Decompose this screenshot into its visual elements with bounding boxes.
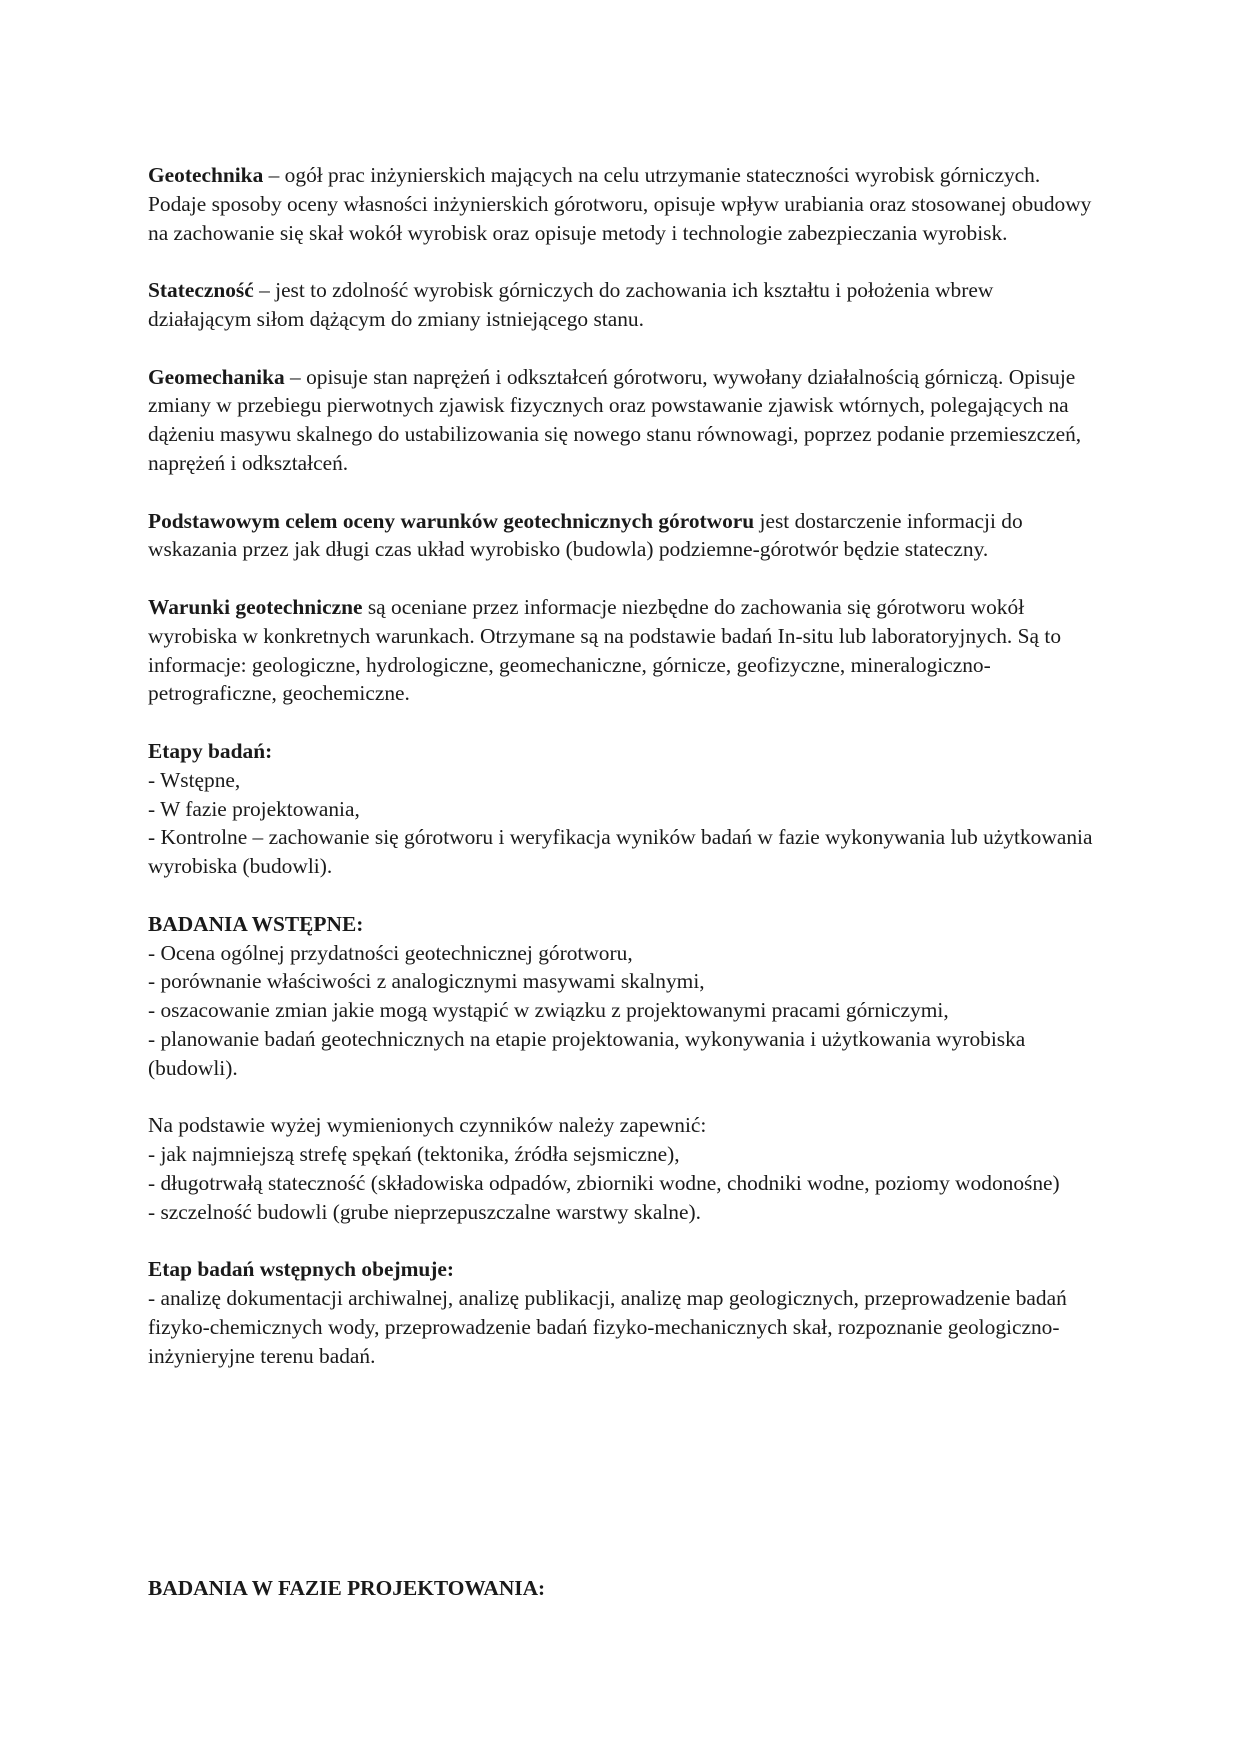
list-item: - analizę dokumentacji archiwalnej, analizę publikacji, analizę map geologicznych, przeprowadzenie badań fizyko-chemicznych wody, przeprowadzenie badań fizyko-mechanicznych skał, rozpoznanie geologiczno-inżynieryjne terenu badań. — [148, 1286, 1067, 1368]
list-item: - Kontrolne – zachowanie się górotworu i weryfikacja wyników badań w fazie wykonywania lub użytkowania wyrobiska (budowli). — [148, 825, 1093, 879]
list-item: - długotrwałą stateczność (składowiska odpadów, zbiorniki wodne, chodniki wodne, poziomy wodonośne) — [148, 1170, 1060, 1195]
list-item: - planowanie badań geotechnicznych na etapie projektowania, wykonywania i użytkowania wyrobiska (budowli). — [148, 1026, 1026, 1080]
document-body — [148, 161, 1098, 1399]
list-item: - Ocena ogólnej przydatności geotechnicznej górotworu, — [148, 940, 633, 965]
badania-wstepne-section — [148, 910, 1098, 1083]
list-item: - porównanie właściwości z analogicznymi masywami skalnymi, — [148, 969, 705, 994]
definition-paragraph-geomechanika — [148, 363, 1098, 478]
definition-paragraph-statecznosc — [148, 276, 1098, 334]
section-intro: Na podstawie wyżej wymienionych czynników należy zapewnić: — [148, 1113, 707, 1138]
definition-text: jest dostarczenie informacji do wskazania przez jak długi czas układ wyrobisko (budowla) podziemne-górotwór będzie stateczny. — [148, 508, 1023, 562]
definition-paragraph-cel-oceny — [148, 507, 1098, 565]
list-item: - oszacowanie zmian jakie mogą wystąpić w związku z projektowanymi pracami górniczymi, — [148, 998, 949, 1023]
list-item: - szczelność budowli (grube nieprzepuszczalne warstwy skalne). — [148, 1199, 701, 1224]
section-heading-projektowanie: BADANIA W FAZIE PROJEKTOWANIA: — [148, 1576, 546, 1600]
term: Warunki geotechniczne — [148, 594, 363, 619]
etap-wstepnych-section — [148, 1255, 1098, 1370]
definition-text: – jest to zdolność wyrobisk górniczych do zachowania ich kształtu i położenia wbrew działającym siłom dążącym do zmiany istniejącego stanu. — [148, 278, 994, 331]
etapy-section — [148, 737, 1098, 881]
definition-text: – opisuje stan naprężeń i odkształceń górotworu, wywołany działalnością górniczą. Opisuje zmiany w przebiegu pierwotnych zjawisk fizycznych oraz powstawanie zjawisk wtórnych, polegających na dążeniu masywu skalnego do ustabilizowania się nowego stanu równowagi, poprzez podanie przemieszczeń, naprężeń i odkształceń. — [148, 364, 1082, 475]
term: Podstawowym celem oceny warunków geotechnicznych górotworu — [148, 508, 755, 533]
section-heading: Etap badań wstępnych obejmuje: — [148, 1257, 455, 1282]
zapewnic-section — [148, 1111, 1098, 1226]
term: Stateczność — [148, 278, 254, 303]
list-item: - W fazie projektowania, — [148, 796, 360, 821]
list-item: - jak najmniejszą strefę spękań (tektonika, źródła sejsmiczne), — [148, 1142, 680, 1167]
section-heading: Etapy badań: — [148, 738, 273, 763]
list-item: - Wstępne, — [148, 767, 241, 792]
section-heading: BADANIA WSTĘPNE: — [148, 911, 364, 936]
term: Geomechanika — [148, 364, 285, 389]
definition-text: – ogół prac inżynierskich mających na celu utrzymanie stateczności wyrobisk górniczych. Podaje sposoby oceny własności inżynierskich górotworu, opisuje wpływ urabiania oraz stosowanej obudowy na zachowanie się skał wokół wyrobisk oraz opisuje metody i technologie zabezpieczania wyrobisk. — [148, 163, 1092, 245]
definition-paragraph-warunki — [148, 593, 1098, 708]
definition-text: są oceniane przez informacje niezbędne do zachowania się górotworu wokół wyrobiska w konkretnych warunkach. Otrzymane są na podstawie badań In-situ lub laboratoryjnych. Są to informacje: geologiczne, hydrologiczne, geomechaniczne, górnicze, geofizyczne, mineralogiczno-petrograficzne, geochemiczne. — [148, 594, 1062, 706]
definition-paragraph-geotechnika — [148, 161, 1098, 247]
term: Geotechnika — [148, 163, 264, 187]
